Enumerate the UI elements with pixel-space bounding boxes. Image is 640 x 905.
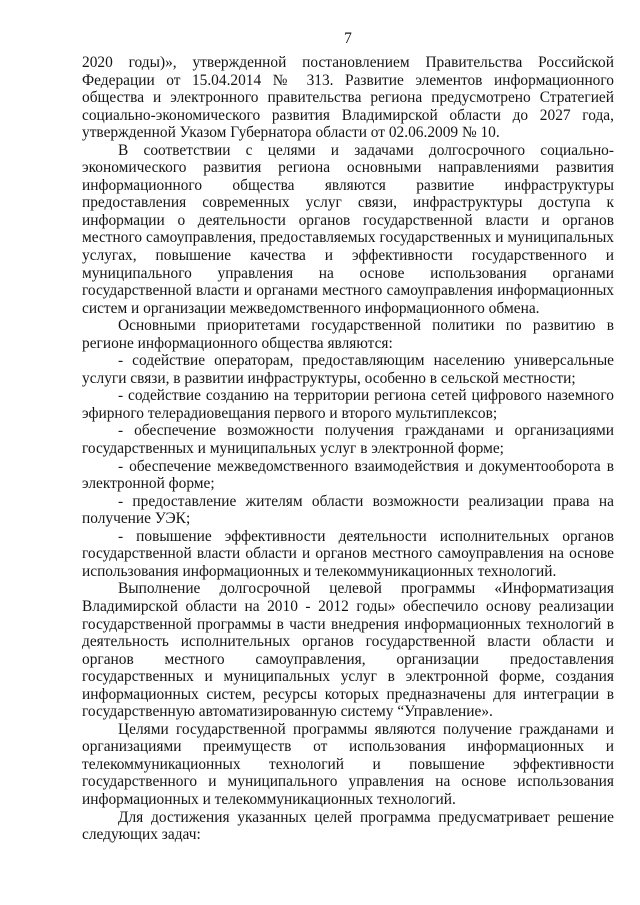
- paragraph: Для достижения указанных целей программа предусматривает решение следующих задач:: [82, 808, 614, 844]
- paragraph: Выполнение долгосрочной целевой программы «Информатизация Владимирской области на 2010 - 2012 годы» обеспечило основу реализации государственной программы в части внедрения информационных технологий в деятельность исполнительных органов государственной власти области и органов местного самоуправления, организации предоставления государственных и муниципальных услуг в электронной форме, создания информационных систем, ресурсы которых предназначены для интеграции в государственную автоматизированную систему “Управление».: [82, 580, 614, 721]
- page-number: 7: [344, 30, 352, 47]
- list-item: - содействие операторам, предоставляющим населению универсальные услуги связи, в развитии инфраструктуры, особенно в сельской местности;: [82, 352, 614, 387]
- body-text: [82, 54, 614, 844]
- list-item: - обеспечение межведомственного взаимодействия и документооборота в электронной форме;: [82, 457, 614, 493]
- list-item: - предоставление жителям области возможности реализации права на получение УЭК;: [82, 492, 614, 528]
- paragraph: Основными приоритетами государственной политики по развитию в регионе информационного общества являются:: [82, 317, 614, 352]
- list-item: - содействие созданию на территории региона сетей цифрового наземного эфирного телерадиовещания первого и второго мультиплексов;: [82, 387, 614, 422]
- list-item: - обеспечение возможности получения гражданами и организациями государственных и муниципальных услуг в электронной форме;: [82, 422, 614, 458]
- list-item: - повышение эффективности деятельности исполнительных органов государственной власти области и органов местного самоуправления на основе использования информационных и телекоммуникационных технологий.: [82, 527, 614, 580]
- paragraph: В соответствии с целями и задачами долгосрочного социально-экономического развития региона основными направлениями развития информационного общества являются развитие инфраструктуры предоставления современных услуг связи, инфраструктуры доступа к информации о деятельности органов государственной власти и органов местного самоуправления, предоставляемых государственных и муниципальных услугах, повышение качества и эффективности государственного и муниципального управления на основе использования органами государственной власти и органами местного самоуправления информационных систем и организации межведомственного информационного обмена.: [82, 141, 614, 317]
- paragraph: Целями государственной программы являются получение гражданами и организациями преимуществ от использования информационных и телекоммуникационных технологий и повышение эффективности государственного и муниципального управления на основе использования информационных и телекоммуникационных технологий.: [82, 720, 614, 808]
- paragraph: 2020 годы)», утвержденной постановлением Правительства Российской Федерации от 15.04.2014 № 313. Развитие элементов информационного общества и электронного правительства региона предусмотрено Стратегией социально-экономического развития Владимирской области до 2027 года, утвержденной Указом Губернатора области от 02.06.2009 № 10.: [82, 54, 614, 142]
